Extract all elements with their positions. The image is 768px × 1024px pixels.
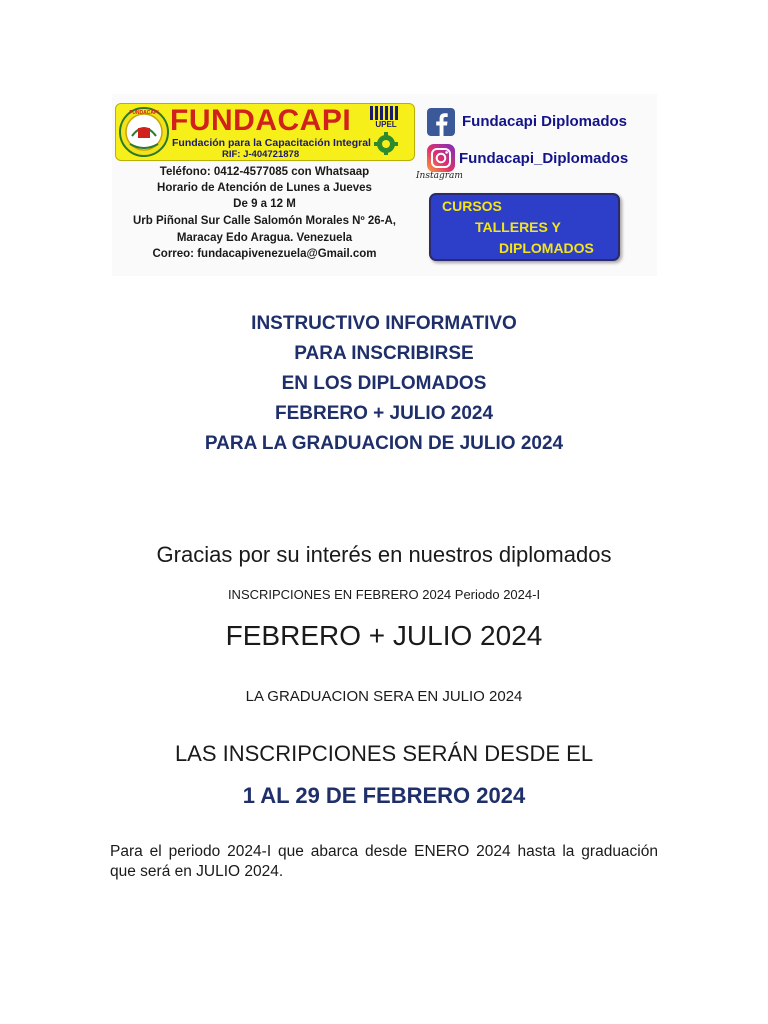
graduation-date: LA GRADUACION SERA EN JULIO 2024 [245, 688, 523, 705]
enrollment-period: INSCRIPCIONES EN FEBRERO 2024 Periodo 2024-I [227, 587, 541, 602]
enrollment-from-heading: LAS INSCRIPCIONES SERÁN DESDE EL [174, 741, 594, 766]
period-text: Para el periodo 2024-I que abarca desde ENERO 2024 hasta la graduación que será en JULIO 2024. [110, 843, 658, 880]
contact-hours: Horario de Atención de Lunes a Jueves [157, 182, 372, 194]
title-line-4: FEBRERO + JULIO 2024 [274, 403, 494, 424]
period-paragraph [110, 842, 658, 882]
offer-diplomados: DIPLOMADOS [499, 240, 594, 256]
brand-subtitle: Fundación para la Capacitación Integral [172, 137, 371, 149]
contact-time: De 9 a 12 M [233, 198, 296, 210]
upel-logo-icon [366, 104, 406, 156]
title-line-3: EN LOS DIPLOMADOS [281, 373, 487, 394]
title-line-2: PARA INSCRIBIRSE [294, 343, 474, 364]
upel-label: UPEL [375, 120, 397, 129]
instagram-icon [427, 144, 455, 172]
contact-phone: Teléfono: 0412-4577085 con Whatsaap [159, 166, 370, 178]
facebook-icon [427, 108, 455, 136]
contact-email: Correo: fundacapivenezuela@Gmail.com [152, 248, 377, 260]
contact-city: Maracay Edo Aragua. Venezuela [176, 232, 353, 244]
instagram-caption: Instagram [416, 171, 463, 181]
brand-name: FUNDACAPI [170, 104, 352, 137]
thanks-text: Gracias por su interés en nuestros diplomados [156, 542, 612, 567]
title-line-1: INSTRUCTIVO INFORMATIVO [251, 313, 517, 334]
enrollment-dates: 1 AL 29 DE FEBRERO 2024 [242, 783, 526, 808]
offer-cursos: CURSOS [442, 198, 502, 214]
seal-label: FUNDACAPI [129, 110, 159, 116]
offer-box [429, 193, 620, 261]
instagram-label: Fundacapi_Diplomados [459, 150, 629, 167]
offer-talleres: TALLERES Y [475, 219, 561, 235]
contact-address: Urb Piñonal Sur Calle Salomón Morales Nº 26-A, [132, 215, 396, 227]
seal-icon [118, 106, 170, 158]
facebook-label: Fundacapi Diplomados [462, 113, 628, 130]
title-line-5: PARA LA GRADUACION DE JULIO 2024 [204, 433, 564, 454]
brand-rif: RIF: J-404721878 [222, 149, 300, 160]
program-months: FEBRERO + JULIO 2024 [225, 620, 543, 651]
